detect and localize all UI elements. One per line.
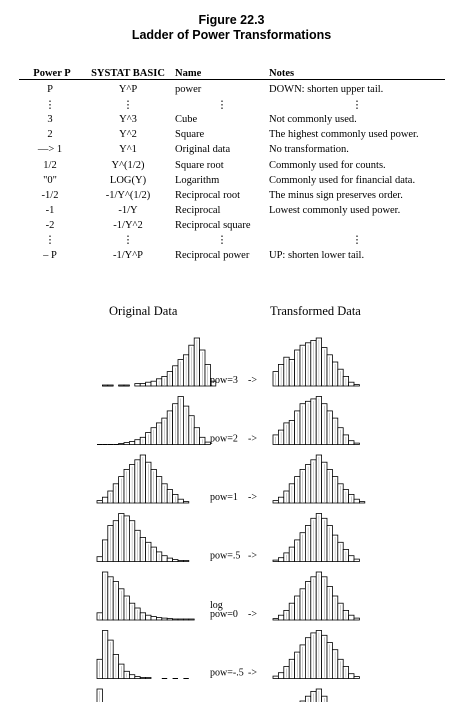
cell-basic: -1/Y^P	[112, 250, 143, 262]
original-histogram-bar	[119, 385, 124, 386]
cell-name: Logarithm	[175, 174, 220, 186]
transformed-histogram-bar	[349, 382, 354, 386]
header-notes: Notes	[269, 63, 445, 80]
original-histogram-bar	[108, 385, 113, 386]
original-histogram-bar	[135, 384, 140, 386]
cell-notes: Commonly used for financial data.	[269, 174, 416, 186]
transformed-histogram-bar	[354, 443, 359, 444]
histogram-panels	[0, 290, 463, 707]
original-histogram-bar	[140, 678, 145, 679]
cell-power: -1/2	[41, 189, 59, 201]
cell-power: P	[47, 84, 53, 96]
cell-notes: ⋮	[351, 235, 363, 247]
original-histogram-bar	[146, 615, 151, 620]
cell-name: Reciprocal root	[175, 189, 241, 201]
cell-basic: ⋮	[122, 235, 134, 247]
histograms-svg	[0, 290, 463, 702]
original-histogram-bar	[97, 557, 102, 562]
original-histogram-bar	[183, 619, 188, 620]
original-histogram-bar	[167, 619, 172, 620]
cell-basic: -1/Y^(1/2)	[105, 189, 151, 201]
header-name: Name	[175, 63, 269, 80]
transformed-histogram-bar	[354, 677, 359, 679]
table-row	[19, 218, 445, 233]
cell-basic: -1/Y^2	[113, 219, 143, 231]
table-row	[19, 157, 445, 172]
figure-caption: Ladder of Power Transformations	[131, 28, 332, 42]
cell-power: —> 1	[37, 144, 63, 156]
original-histogram-bar	[178, 499, 183, 503]
cell-name: Reciprocal	[175, 204, 221, 216]
cell-notes: Commonly used for counts.	[269, 159, 386, 171]
cell-name: Square root	[175, 159, 224, 171]
original-histogram-bar	[140, 384, 145, 386]
cell-notes: The highest commonly used power.	[269, 129, 419, 141]
cell-power: 1/2	[43, 159, 57, 171]
power-label: pow=1	[210, 492, 238, 503]
transformed-histogram-bar	[273, 501, 278, 503]
cell-basic: Y^P	[118, 84, 138, 96]
cell-notes: Lowest commonly used power.	[269, 204, 401, 216]
log-label: log	[210, 600, 223, 611]
cell-basic: LOG(Y)	[109, 174, 147, 186]
power-label: pow=0	[210, 609, 238, 620]
original-histogram-bar	[146, 382, 151, 386]
original-histogram-bar	[189, 619, 194, 620]
cell-name: ⋮	[216, 99, 228, 111]
original-histogram-bar	[102, 385, 107, 386]
header-systat-basic: SYSTAT BASIC	[81, 63, 175, 80]
original-histogram-bar	[178, 619, 183, 620]
cell-notes: DOWN: shorten upper tail.	[269, 84, 384, 96]
transformed-histogram-bar	[354, 618, 359, 620]
cell-power: ⋮	[44, 99, 56, 111]
cell-name: Square	[175, 129, 205, 141]
table-row	[19, 233, 445, 248]
cell-power: – P	[43, 250, 57, 262]
cell-name: power	[175, 84, 202, 96]
transformed-histogram-bar	[278, 558, 283, 562]
cell-notes: The minus sign preserves order.	[269, 189, 403, 201]
cell-basic: Y^2	[119, 129, 137, 141]
cell-name: Reciprocal power	[175, 250, 250, 262]
arrow-label: ->	[248, 433, 257, 445]
cell-notes: ⋮	[351, 99, 363, 111]
table-row	[19, 248, 445, 263]
cell-power: ⋮	[44, 235, 56, 247]
original-histogram-bar	[102, 497, 107, 503]
cell-name: Reciprocal square	[175, 219, 251, 231]
cell-basic: Y^1	[119, 144, 137, 156]
original-histogram-bar	[183, 561, 188, 562]
arrow-label: ->	[248, 667, 257, 679]
cell-power: -1	[45, 204, 55, 216]
cell-basic: Y^3	[119, 114, 137, 126]
cell-basic: ⋮	[122, 99, 134, 111]
power-label: pow=-.5	[210, 667, 244, 679]
transformed-histogram-bar	[300, 701, 305, 702]
cell-name: Cube	[175, 114, 198, 126]
transformed-histogram-bar	[354, 385, 359, 386]
original-histogram-bar	[135, 440, 140, 445]
original-histogram-bar	[151, 381, 156, 386]
original-histogram-bar	[183, 502, 188, 503]
power-label: pow=3	[210, 375, 238, 386]
original-histogram-bar	[151, 617, 156, 620]
transformed-histogram-bar	[273, 619, 278, 620]
header-power: Power P	[19, 63, 81, 80]
original-histogram-bar	[129, 675, 134, 679]
arrow-label: ->	[248, 609, 257, 620]
cell-basic: -1/Y	[118, 204, 138, 216]
table-row	[19, 127, 445, 142]
cell-notes	[269, 218, 445, 233]
original-histogram-bar	[173, 560, 178, 562]
table-row	[19, 203, 445, 218]
transformed-histogram-bar	[278, 497, 283, 503]
cell-power: 3	[47, 114, 53, 126]
original-histogram-bar	[146, 678, 151, 679]
transformed-histogram-bar	[349, 441, 354, 445]
cell-notes: Not commonly used.	[269, 114, 357, 126]
cell-notes: No transformation.	[269, 144, 349, 156]
original-histogram-bar	[129, 442, 134, 445]
cell-name: Original data	[175, 144, 231, 156]
cell-name: ⋮	[216, 235, 228, 247]
arrow-label: ->	[248, 550, 257, 562]
original-histogram-bar	[162, 556, 167, 562]
transformed-histogram-bar	[354, 559, 359, 561]
transformed-histogram-bar	[349, 615, 354, 620]
ladder-header-row	[19, 63, 445, 80]
original-histogram-bar	[156, 618, 161, 620]
power-label: pow=2	[210, 433, 238, 445]
cell-power: -2	[45, 219, 55, 231]
original-histogram-bar	[124, 443, 129, 445]
original-histogram-bar	[124, 385, 129, 386]
ladder-table	[19, 63, 445, 263]
table-row	[19, 173, 445, 188]
original-histogram-bar	[167, 558, 172, 561]
original-histogram-bar	[173, 619, 178, 620]
transformed-histogram-bar	[273, 676, 278, 678]
original-histogram-bar	[97, 501, 102, 503]
figure-number: Figure 22.3	[198, 13, 265, 27]
original-histogram-bar	[119, 444, 124, 445]
original-histogram-bar	[178, 561, 183, 562]
transformed-histogram-bar	[349, 674, 354, 679]
table-row	[19, 80, 445, 98]
cell-power: "0"	[43, 174, 57, 186]
original-histogram-bar	[162, 618, 167, 620]
transformed-histogram-bar	[359, 502, 364, 503]
table-row	[19, 188, 445, 203]
cell-basic: Y^(1/2)	[111, 159, 145, 171]
original-data-title: Original Data	[109, 304, 178, 318]
transformed-histogram-bar	[354, 499, 359, 503]
table-row	[19, 112, 445, 127]
transformed-histogram-bar	[349, 556, 354, 562]
transformed-data-title: Transformed Data	[270, 304, 361, 318]
table-row	[19, 97, 445, 112]
transformed-histogram-bar	[278, 673, 283, 679]
arrow-label: ->	[248, 375, 257, 386]
table-row	[19, 142, 445, 157]
transformed-histogram-bar	[273, 560, 278, 561]
power-label: pow=.5	[210, 550, 241, 562]
transformed-histogram-bar	[278, 615, 283, 620]
cell-power: 2	[47, 129, 53, 141]
arrow-label: ->	[248, 492, 257, 503]
cell-notes: UP: shorten lower tail.	[269, 250, 365, 262]
original-histogram-bar	[135, 677, 140, 679]
figure-title	[0, 13, 463, 43]
